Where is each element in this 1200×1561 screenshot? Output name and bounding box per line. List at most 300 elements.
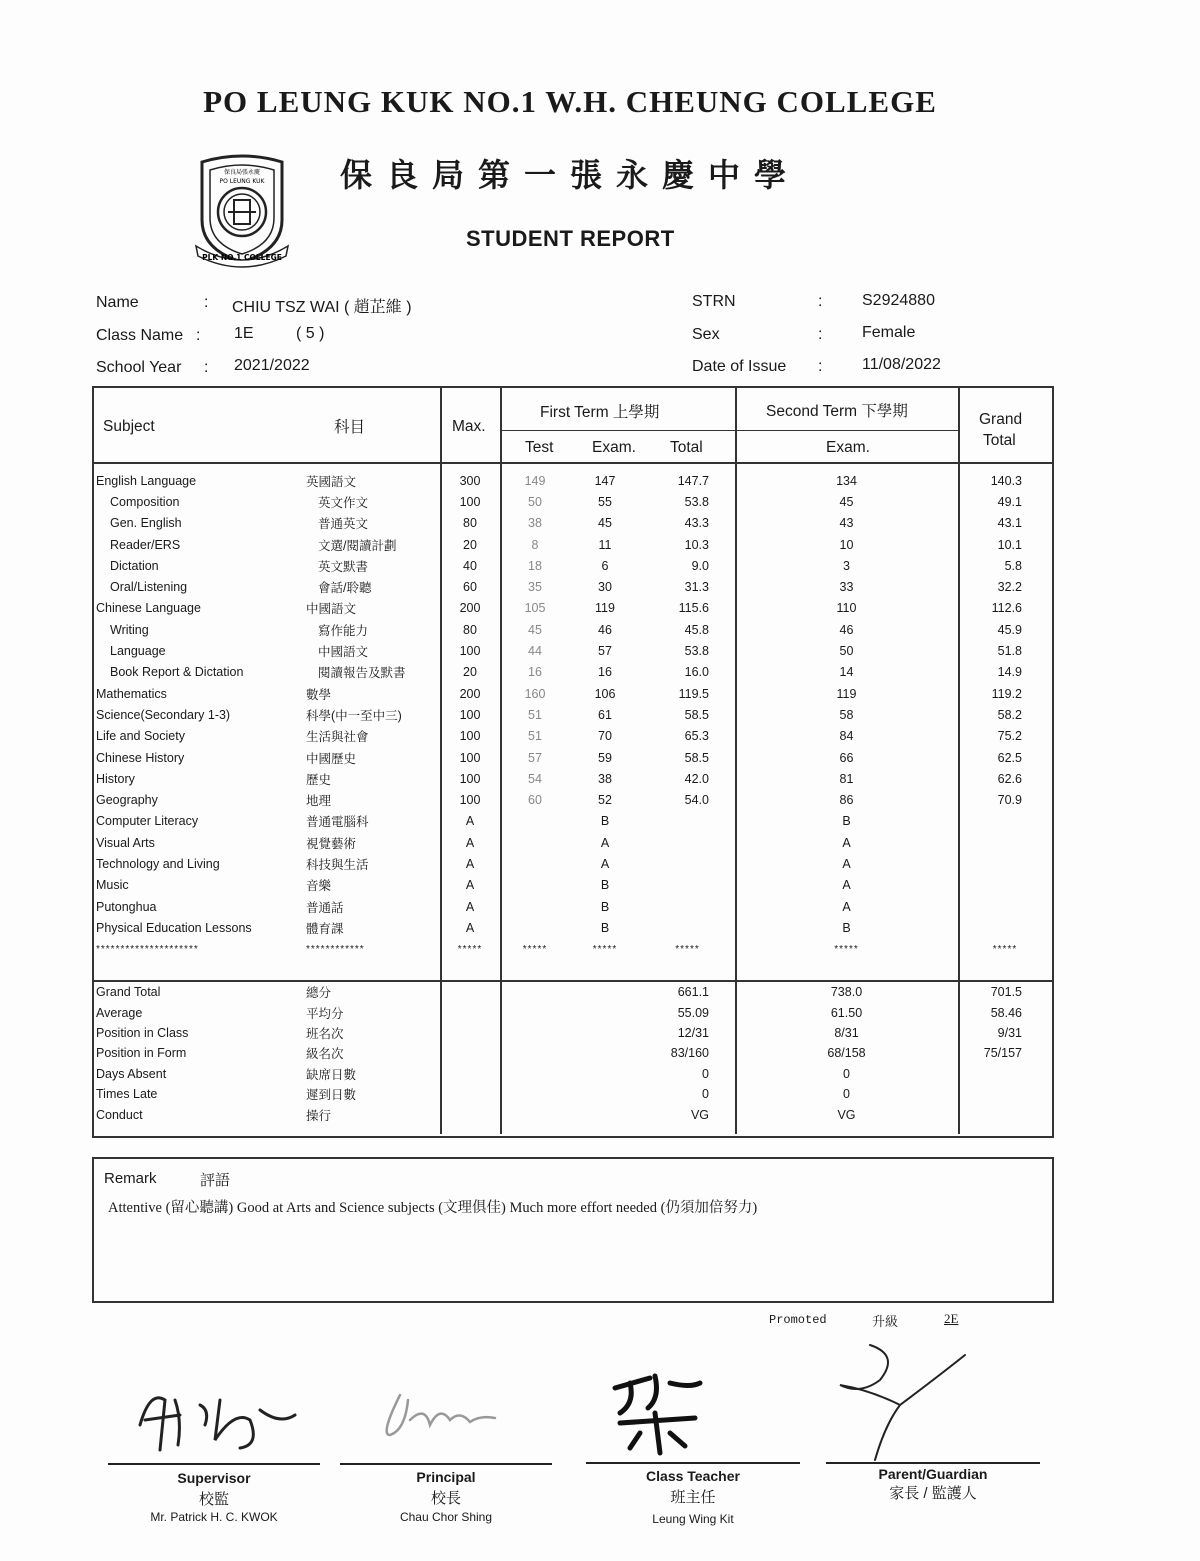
year-label: School Year bbox=[96, 359, 182, 376]
cell-test: 8 bbox=[531, 537, 539, 552]
header-exam: Exam. bbox=[592, 439, 636, 456]
table-row bbox=[92, 662, 1052, 683]
class-teacher-role-zh: 班主任 bbox=[670, 1489, 716, 1506]
cell-grand: 58.2 bbox=[997, 707, 1022, 722]
cell-en: Music bbox=[96, 878, 129, 893]
separator-row bbox=[92, 939, 1052, 960]
cell-max: A bbox=[465, 899, 475, 914]
cell-grand: 45.9 bbox=[997, 622, 1022, 637]
cell-test: 50 bbox=[528, 494, 542, 509]
cell-zh: 中國歷史 bbox=[306, 751, 357, 766]
header-grand-total: Total bbox=[983, 432, 1016, 449]
summary-total: 55.09 bbox=[677, 1005, 709, 1020]
cell-max: 200 bbox=[459, 686, 481, 701]
class-name: 1E bbox=[234, 325, 254, 342]
summary-total: 0 bbox=[702, 1087, 709, 1102]
table-row bbox=[92, 811, 1052, 832]
remark-label: Remark bbox=[104, 1170, 157, 1187]
parent-line bbox=[826, 1462, 1040, 1464]
cell-test: 18 bbox=[528, 558, 542, 573]
remark-text: Attentive (留心聽講) Good at Arts and Science subjects (文理俱佳) Much more effort needed (仍須加倍努力) bbox=[108, 1200, 758, 1216]
empty-cell bbox=[500, 1043, 570, 1063]
cell-zh: 文選/閱讀計劃 bbox=[318, 538, 397, 553]
header-exam2: Exam. bbox=[826, 439, 870, 456]
empty-cell bbox=[440, 1064, 500, 1084]
table-row bbox=[92, 491, 1052, 512]
cell-exam2: A bbox=[842, 899, 851, 914]
principal-name: Chau Chor Shing bbox=[399, 1510, 493, 1524]
crest-text-top: 保良局張永慶 bbox=[223, 169, 261, 176]
table-row bbox=[92, 896, 1052, 917]
summary-row bbox=[92, 1043, 1052, 1063]
cell-grand bbox=[958, 917, 1052, 938]
empty-cell bbox=[570, 982, 640, 1002]
cell-grand: 140.3 bbox=[990, 473, 1022, 488]
cell-zh: 視覺藝術 bbox=[306, 836, 357, 851]
header-grand: Grand bbox=[979, 411, 1023, 428]
promoted-label: Promoted bbox=[769, 1313, 827, 1327]
summary-grand bbox=[958, 1104, 1052, 1124]
table-row bbox=[92, 917, 1052, 938]
cell-max: 100 bbox=[459, 494, 481, 509]
cell-max: 20 bbox=[463, 665, 477, 680]
cell-test: 105 bbox=[524, 601, 546, 616]
cell-zh: 會話/聆聽 bbox=[318, 581, 372, 596]
cell-total: 10.3 bbox=[684, 537, 709, 552]
cell-max: 60 bbox=[463, 580, 477, 595]
cell-max: 200 bbox=[459, 601, 481, 616]
header-term-total: Total bbox=[670, 439, 703, 456]
table-row bbox=[92, 640, 1052, 661]
name-label: Name bbox=[96, 294, 139, 311]
cell-zh: 數學 bbox=[306, 687, 332, 702]
cell-max: 100 bbox=[459, 729, 481, 744]
table-row bbox=[92, 726, 1052, 747]
cell-grand: 10.1 bbox=[997, 537, 1022, 552]
header-test: Test bbox=[525, 439, 554, 456]
parent-role: Parent/Guardian bbox=[878, 1466, 988, 1482]
summary-zh: 遲到日數 bbox=[306, 1088, 357, 1103]
promoted-label-zh: 升級 bbox=[872, 1314, 899, 1329]
cell-exam: 55 bbox=[598, 494, 612, 509]
cell-en: Mathematics bbox=[96, 686, 167, 701]
cell-max: 20 bbox=[463, 537, 477, 552]
table-row bbox=[92, 598, 1052, 619]
cell-exam2: A bbox=[842, 856, 851, 871]
cell-grand bbox=[958, 853, 1052, 874]
cell-total: 115.6 bbox=[678, 601, 709, 616]
cell-exam: 6 bbox=[601, 558, 609, 573]
cell-max: 100 bbox=[459, 771, 481, 786]
cell-grand: 119.2 bbox=[991, 686, 1022, 701]
cell-zh: 科學(中一至中三) bbox=[306, 708, 402, 723]
cell-exam2: 58 bbox=[839, 707, 854, 722]
supervisor-line bbox=[108, 1463, 320, 1465]
summary-zh: 操行 bbox=[306, 1108, 332, 1123]
cell-zh: 中國語文 bbox=[306, 602, 357, 617]
cell-exam: 46 bbox=[598, 622, 612, 637]
cell-test: 57 bbox=[528, 750, 542, 765]
promoted-class: 2E bbox=[944, 1311, 959, 1326]
summary-grand bbox=[958, 1064, 1052, 1084]
summary-zh: 總分 bbox=[306, 986, 332, 1001]
stars-max: ***** bbox=[457, 943, 483, 955]
cell-en: Gen. English bbox=[110, 516, 182, 531]
sex-value: Female bbox=[862, 324, 916, 341]
empty-cell bbox=[570, 1064, 640, 1084]
cell-zh: 閱讀報告及默書 bbox=[318, 666, 406, 681]
cell-zh: 體育課 bbox=[306, 921, 344, 936]
cell-grand: 70.9 bbox=[997, 793, 1022, 808]
class-teacher-name: Leung Wing Kit bbox=[652, 1512, 734, 1526]
cell-grand bbox=[958, 811, 1052, 832]
cell-max: 40 bbox=[463, 558, 477, 573]
crest-text-mid: PO LEUNG KUK bbox=[219, 178, 265, 185]
summary-en: Conduct bbox=[96, 1107, 143, 1122]
class-teacher-role: Class Teacher bbox=[646, 1468, 740, 1484]
stars-zh: ************ bbox=[306, 943, 365, 955]
empty-cell bbox=[570, 1104, 640, 1124]
cell-exam2: 45 bbox=[839, 494, 854, 509]
summary-exam2: 68/158 bbox=[827, 1046, 866, 1061]
cell-test: 160 bbox=[524, 686, 546, 701]
cell-zh: 寫作能力 bbox=[318, 623, 369, 638]
cell-grand: 62.6 bbox=[997, 771, 1022, 786]
summary-rows bbox=[92, 982, 1052, 1125]
cell-exam: 30 bbox=[598, 580, 612, 595]
year-colon: : bbox=[204, 359, 209, 376]
cell-en: Technology and Living bbox=[96, 856, 220, 871]
cell-total: 45.8 bbox=[684, 622, 709, 637]
cell-test: 149 bbox=[524, 473, 546, 488]
summary-exam2: VG bbox=[837, 1107, 856, 1122]
empty-cell bbox=[570, 1002, 640, 1022]
class-teacher-line bbox=[586, 1462, 800, 1464]
cell-exam2: 43 bbox=[839, 516, 854, 531]
term-subheader-line bbox=[500, 430, 958, 431]
cell-en: Life and Society bbox=[96, 729, 185, 744]
empty-cell bbox=[500, 1084, 570, 1104]
cell-total: 43.3 bbox=[684, 516, 709, 531]
cell-zh: 中國語文 bbox=[318, 645, 369, 660]
principal-signature-icon bbox=[370, 1380, 510, 1450]
cell-exam: 119 bbox=[595, 601, 615, 616]
cell-grand: 49.1 bbox=[997, 494, 1022, 509]
summary-total: 12/31 bbox=[677, 1025, 709, 1040]
parent-role-zh: 家長 / 監護人 bbox=[889, 1485, 977, 1502]
supervisor-role: Supervisor bbox=[177, 1470, 251, 1486]
cell-exam2: B bbox=[842, 920, 851, 935]
summary-exam2: 738.0 bbox=[830, 985, 863, 1000]
table-row bbox=[92, 619, 1052, 640]
header-first-term: First Term 上學期 bbox=[540, 404, 660, 421]
table-row bbox=[92, 555, 1052, 576]
principal-line bbox=[340, 1463, 552, 1465]
summary-en: Average bbox=[96, 1005, 143, 1020]
cell-test: 51 bbox=[528, 729, 542, 744]
cell-exam: 59 bbox=[598, 750, 612, 765]
cell-total bbox=[640, 853, 735, 874]
cell-en: Computer Literacy bbox=[96, 814, 199, 829]
cell-en: Composition bbox=[110, 494, 180, 509]
cell-en: Putonghua bbox=[96, 899, 157, 914]
cell-exam: 147 bbox=[594, 473, 616, 488]
cell-total: 119.5 bbox=[678, 686, 709, 701]
cell-zh: 生活與社會 bbox=[306, 730, 369, 745]
supervisor-signature-icon bbox=[120, 1370, 310, 1460]
cell-zh: 音樂 bbox=[306, 879, 332, 894]
parent-signature-icon bbox=[830, 1335, 980, 1465]
stars-exam2: ***** bbox=[834, 943, 859, 955]
report-title: STUDENT REPORT bbox=[466, 226, 675, 251]
table-row bbox=[92, 747, 1052, 768]
class-colon: : bbox=[196, 327, 201, 344]
cell-exam: 45 bbox=[598, 516, 612, 531]
summary-grand bbox=[958, 1084, 1052, 1104]
subject-rows bbox=[92, 470, 1052, 960]
cell-exam: 52 bbox=[598, 793, 612, 808]
student-name: CHIU TSZ WAI ( 趙芷維 ) bbox=[232, 299, 412, 316]
summary-total: VG bbox=[690, 1107, 709, 1122]
cell-en: History bbox=[96, 771, 135, 786]
cell-exam: A bbox=[600, 856, 610, 871]
cell-grand: 43.1 bbox=[997, 516, 1022, 531]
table-row bbox=[92, 832, 1052, 853]
cell-en: Physical Education Lessons bbox=[96, 920, 252, 935]
cell-total bbox=[640, 832, 735, 853]
table-row bbox=[92, 683, 1052, 704]
empty-cell bbox=[440, 1002, 500, 1022]
header-subject: Subject bbox=[103, 418, 155, 435]
cell-total: 147.7 bbox=[677, 473, 709, 488]
summary-row bbox=[92, 982, 1052, 1002]
cell-total bbox=[640, 917, 735, 938]
summary-en: Position in Class bbox=[96, 1025, 189, 1040]
cell-zh: 歷史 bbox=[306, 772, 332, 787]
cell-test bbox=[500, 896, 570, 917]
cell-exam: B bbox=[600, 814, 610, 829]
empty-cell bbox=[500, 1064, 570, 1084]
cell-exam2: 66 bbox=[839, 750, 854, 765]
summary-exam2: 0 bbox=[843, 1087, 850, 1102]
remark-box bbox=[92, 1157, 1054, 1303]
cell-grand: 14.9 bbox=[997, 665, 1022, 680]
cell-exam2: 110 bbox=[836, 601, 857, 616]
school-crest-icon bbox=[192, 150, 292, 270]
empty-cell bbox=[570, 1084, 640, 1104]
cell-grand bbox=[958, 896, 1052, 917]
cell-en: Science(Secondary 1-3) bbox=[96, 707, 231, 722]
cell-exam: 38 bbox=[598, 771, 612, 786]
summary-row bbox=[92, 1084, 1052, 1104]
empty-cell bbox=[500, 1023, 570, 1043]
supervisor-role-zh: 校監 bbox=[198, 1491, 229, 1508]
cell-total: 65.3 bbox=[684, 729, 709, 744]
summary-grand: 58.46 bbox=[990, 1005, 1022, 1020]
summary-en: Times Late bbox=[96, 1087, 158, 1102]
summary-row bbox=[92, 1002, 1052, 1022]
summary-grand: 9/31 bbox=[997, 1025, 1022, 1040]
table-row bbox=[92, 534, 1052, 555]
crest-text-bottom: PLK NO.1 COLLEGE bbox=[202, 253, 282, 262]
cell-test: 44 bbox=[528, 644, 542, 659]
cell-exam: 106 bbox=[594, 686, 616, 701]
table-row bbox=[92, 789, 1052, 810]
cell-exam2: A bbox=[842, 878, 851, 893]
cell-total bbox=[640, 811, 735, 832]
cell-exam2: B bbox=[842, 814, 851, 829]
school-name-en: PO LEUNG KUK NO.1 W.H. CHEUNG COLLEGE bbox=[203, 84, 937, 119]
strn-value: S2924880 bbox=[862, 292, 935, 309]
sex-label: Sex bbox=[692, 326, 720, 343]
cell-exam: A bbox=[600, 835, 610, 850]
table-row bbox=[92, 875, 1052, 896]
cell-test bbox=[500, 811, 570, 832]
cell-en: Chinese Language bbox=[96, 601, 201, 616]
summary-total: 83/160 bbox=[670, 1046, 709, 1061]
supervisor-name: Mr. Patrick H. C. KWOK bbox=[150, 1510, 278, 1524]
cell-exam2: 14 bbox=[839, 665, 854, 680]
cell-exam: 11 bbox=[598, 537, 612, 552]
cell-exam2: 46 bbox=[839, 622, 854, 637]
header-divider bbox=[92, 462, 1052, 464]
issue-label: Date of Issue bbox=[692, 358, 787, 375]
class-teacher-signature-icon bbox=[600, 1368, 720, 1458]
stars-subject: ********************* bbox=[96, 943, 199, 955]
cell-max: A bbox=[465, 920, 475, 935]
stars-grand: ***** bbox=[992, 943, 1018, 955]
cell-grand: 32.2 bbox=[997, 580, 1022, 595]
summary-grand: 75/157 bbox=[983, 1046, 1022, 1061]
summary-en: Position in Form bbox=[96, 1046, 187, 1061]
summary-zh: 級名次 bbox=[306, 1047, 344, 1062]
cell-grand: 51.8 bbox=[997, 644, 1022, 659]
cell-grand: 62.5 bbox=[997, 750, 1022, 765]
cell-exam2: 33 bbox=[839, 580, 854, 595]
cell-max: A bbox=[465, 835, 475, 850]
empty-cell bbox=[440, 1084, 500, 1104]
empty-cell bbox=[500, 982, 570, 1002]
table-row bbox=[92, 704, 1052, 725]
stars-total: ***** bbox=[675, 943, 700, 955]
summary-total: 0 bbox=[702, 1066, 709, 1081]
cell-test: 45 bbox=[528, 622, 542, 637]
table-row bbox=[92, 576, 1052, 597]
cell-zh: 普通電腦科 bbox=[306, 815, 369, 830]
cell-zh: 地理 bbox=[306, 794, 332, 809]
cell-exam2: A bbox=[842, 835, 851, 850]
summary-zh: 缺席日數 bbox=[306, 1067, 357, 1082]
summary-exam2: 61.50 bbox=[830, 1005, 863, 1020]
table-row bbox=[92, 470, 1052, 491]
header-max: Max. bbox=[452, 418, 486, 435]
cell-exam: B bbox=[600, 920, 610, 935]
stars-exam: ***** bbox=[592, 943, 618, 955]
empty-cell bbox=[440, 1043, 500, 1063]
empty-cell bbox=[440, 982, 500, 1002]
summary-grand: 701.5 bbox=[990, 985, 1022, 1000]
cell-zh: 科技與生活 bbox=[306, 857, 369, 872]
cell-total: 58.5 bbox=[684, 707, 709, 722]
cell-exam2: 119 bbox=[836, 686, 857, 701]
summary-exam2: 0 bbox=[843, 1066, 850, 1081]
cell-exam: 57 bbox=[598, 644, 612, 659]
cell-max: A bbox=[465, 878, 475, 893]
cell-total: 42.0 bbox=[684, 771, 709, 786]
cell-max: 100 bbox=[459, 644, 481, 659]
cell-en: Writing bbox=[110, 622, 149, 637]
cell-max: 100 bbox=[459, 707, 481, 722]
cell-en: Book Report & Dictation bbox=[110, 665, 244, 680]
cell-total: 16.0 bbox=[684, 665, 709, 680]
school-year: 2021/2022 bbox=[234, 357, 310, 374]
issue-colon: : bbox=[818, 358, 823, 375]
cell-exam: 70 bbox=[598, 729, 612, 744]
name-colon: : bbox=[204, 294, 209, 311]
class-label: Class Name bbox=[96, 327, 184, 344]
cell-zh: 英文作文 bbox=[318, 495, 369, 510]
cell-total: 54.0 bbox=[684, 793, 709, 808]
header-subject-zh: 科目 bbox=[334, 419, 366, 436]
cell-total: 9.0 bbox=[691, 558, 709, 573]
cell-grand: 112.6 bbox=[991, 601, 1022, 616]
cell-max: 80 bbox=[463, 516, 477, 531]
table-row bbox=[92, 768, 1052, 789]
cell-exam2: 86 bbox=[839, 793, 854, 808]
cell-en: Chinese History bbox=[96, 750, 185, 765]
cell-en: Visual Arts bbox=[96, 835, 155, 850]
cell-total: 31.3 bbox=[684, 580, 709, 595]
cell-zh: 英文默書 bbox=[318, 559, 369, 574]
header-second-term: Second Term 下學期 bbox=[766, 403, 908, 420]
cell-grand: 75.2 bbox=[997, 729, 1022, 744]
cell-max: A bbox=[465, 856, 475, 871]
empty-cell bbox=[570, 1023, 640, 1043]
cell-exam2: 84 bbox=[839, 729, 854, 744]
cell-en: Geography bbox=[96, 793, 158, 808]
cell-total: 58.5 bbox=[684, 750, 709, 765]
cell-zh: 英國語文 bbox=[306, 474, 357, 489]
cell-en: Oral/Listening bbox=[110, 580, 188, 595]
summary-total: 661.1 bbox=[677, 985, 709, 1000]
summary-zh: 平均分 bbox=[306, 1006, 344, 1021]
sex-colon: : bbox=[818, 326, 823, 343]
cell-test: 60 bbox=[528, 793, 542, 808]
principal-role-zh: 校長 bbox=[430, 1490, 461, 1507]
empty-cell bbox=[500, 1104, 570, 1124]
summary-exam2: 8/31 bbox=[834, 1025, 859, 1040]
principal-role: Principal bbox=[416, 1469, 476, 1485]
cell-exam: 16 bbox=[598, 665, 612, 680]
cell-grand bbox=[958, 875, 1052, 896]
cell-zh: 普通英文 bbox=[318, 517, 369, 532]
table-row bbox=[92, 853, 1052, 874]
cell-exam2: 134 bbox=[836, 473, 857, 488]
empty-cell bbox=[440, 1023, 500, 1043]
cell-max: 100 bbox=[459, 750, 481, 765]
cell-test: 38 bbox=[528, 516, 542, 531]
cell-test bbox=[500, 832, 570, 853]
summary-row bbox=[92, 1064, 1052, 1084]
issue-date: 11/08/2022 bbox=[862, 356, 941, 373]
empty-cell bbox=[570, 1043, 640, 1063]
cell-exam2: 81 bbox=[839, 771, 854, 786]
cell-test bbox=[500, 917, 570, 938]
cell-test: 51 bbox=[528, 707, 542, 722]
class-number: ( 5 ) bbox=[296, 325, 325, 342]
cell-exam: 61 bbox=[598, 707, 612, 722]
school-name-zh: 保良局第一張永慶中學 bbox=[340, 156, 801, 194]
